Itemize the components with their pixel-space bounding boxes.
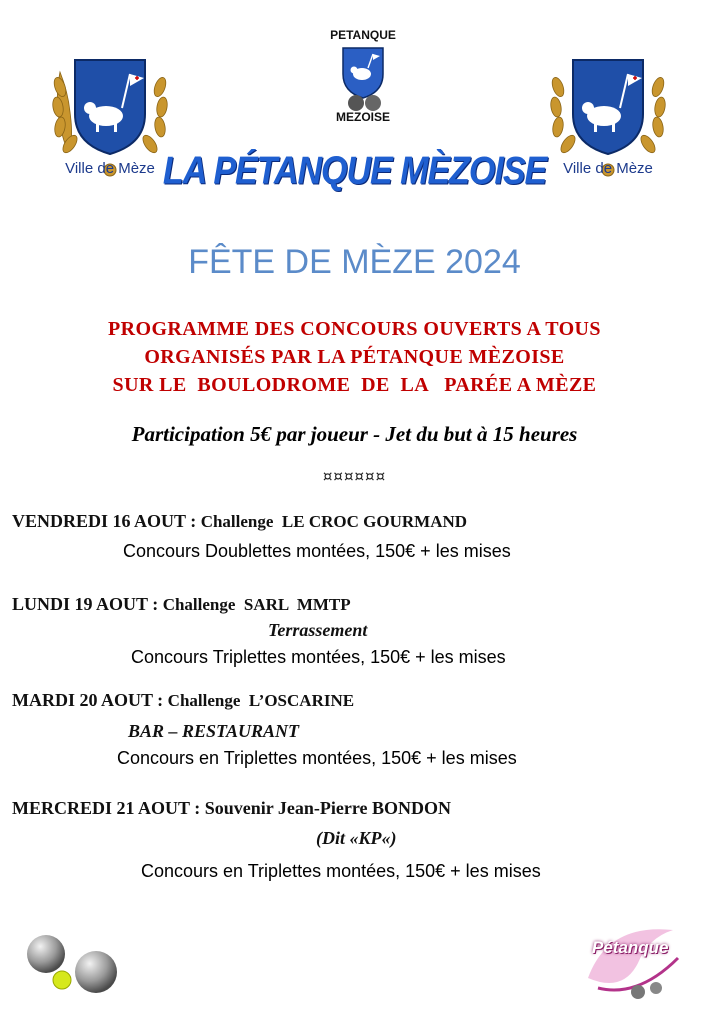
petanque-footer-logo: [578, 918, 690, 1004]
boules-cochonnet-icon: [24, 932, 124, 996]
programme-line-1: PROGRAMME DES CONCOURS OUVERTS A TOUS: [108, 318, 601, 340]
event-4-description: Concours en Triplettes montées, 150€ + les mises: [141, 861, 541, 881]
event-2-description: Concours Triplettes montées, 150€ + les mises: [131, 647, 506, 667]
event-1-heading: [12, 511, 467, 532]
event-1-description: Concours Doublettes montées, 150€ + les mises: [123, 541, 511, 561]
event-challenge: Challenge SARL MMTP: [162, 595, 351, 614]
club-logo: [318, 28, 408, 130]
separator: ¤¤¤¤¤¤: [322, 467, 387, 485]
petanque-swirl-icon: [578, 918, 690, 1004]
club-logo-bottom-text: MEZOISE: [335, 110, 390, 124]
event-3-subtitle: BAR – RESTAURANT: [128, 721, 300, 741]
event-challenge: Challenge LE CROC GOURMAND: [200, 512, 468, 531]
event-2-subtitle: Terrassement: [268, 620, 368, 640]
event-3-heading: [12, 690, 354, 711]
event-4-heading: [12, 798, 451, 819]
event-day: MARDI 20 AOUT :: [12, 690, 168, 710]
event-day: LUNDI 19 AOUT :: [12, 594, 163, 614]
petanque-footer-text: Pétanque: [592, 938, 669, 957]
event-2-heading: [12, 594, 351, 615]
participation-text: Participation 5€ par joueur - Jet du but à 15 heures: [131, 422, 578, 446]
event-challenge: Souvenir Jean-Pierre BONDON: [204, 798, 452, 818]
event-day: MERCREDI 21 AOUT :: [12, 798, 205, 818]
event-day: VENDREDI 16 AOUT :: [12, 511, 201, 531]
programme-line-3: SUR LE BOULODROME DE LA PARÉE A MÈZE: [112, 374, 597, 396]
event-3-description: Concours en Triplettes montées, 150€ + les mises: [117, 748, 517, 768]
right-crest-label: Ville de Mèze: [563, 160, 653, 177]
club-title: LA PÉTANQUE MÈZOISE: [162, 149, 547, 193]
event-challenge: Challenge L’OSCARINE: [167, 691, 355, 710]
programme-line-2: ORGANISÉS PAR LA PÉTANQUE MÈZOISE: [144, 346, 565, 368]
left-crest-label: Ville de Mèze: [65, 160, 155, 177]
event-4-subtitle: (Dit «KP«): [316, 828, 397, 848]
club-logo-top-text: PETANQUE: [330, 28, 396, 42]
fete-title: FÊTE DE MÈZE 2024: [188, 243, 521, 281]
